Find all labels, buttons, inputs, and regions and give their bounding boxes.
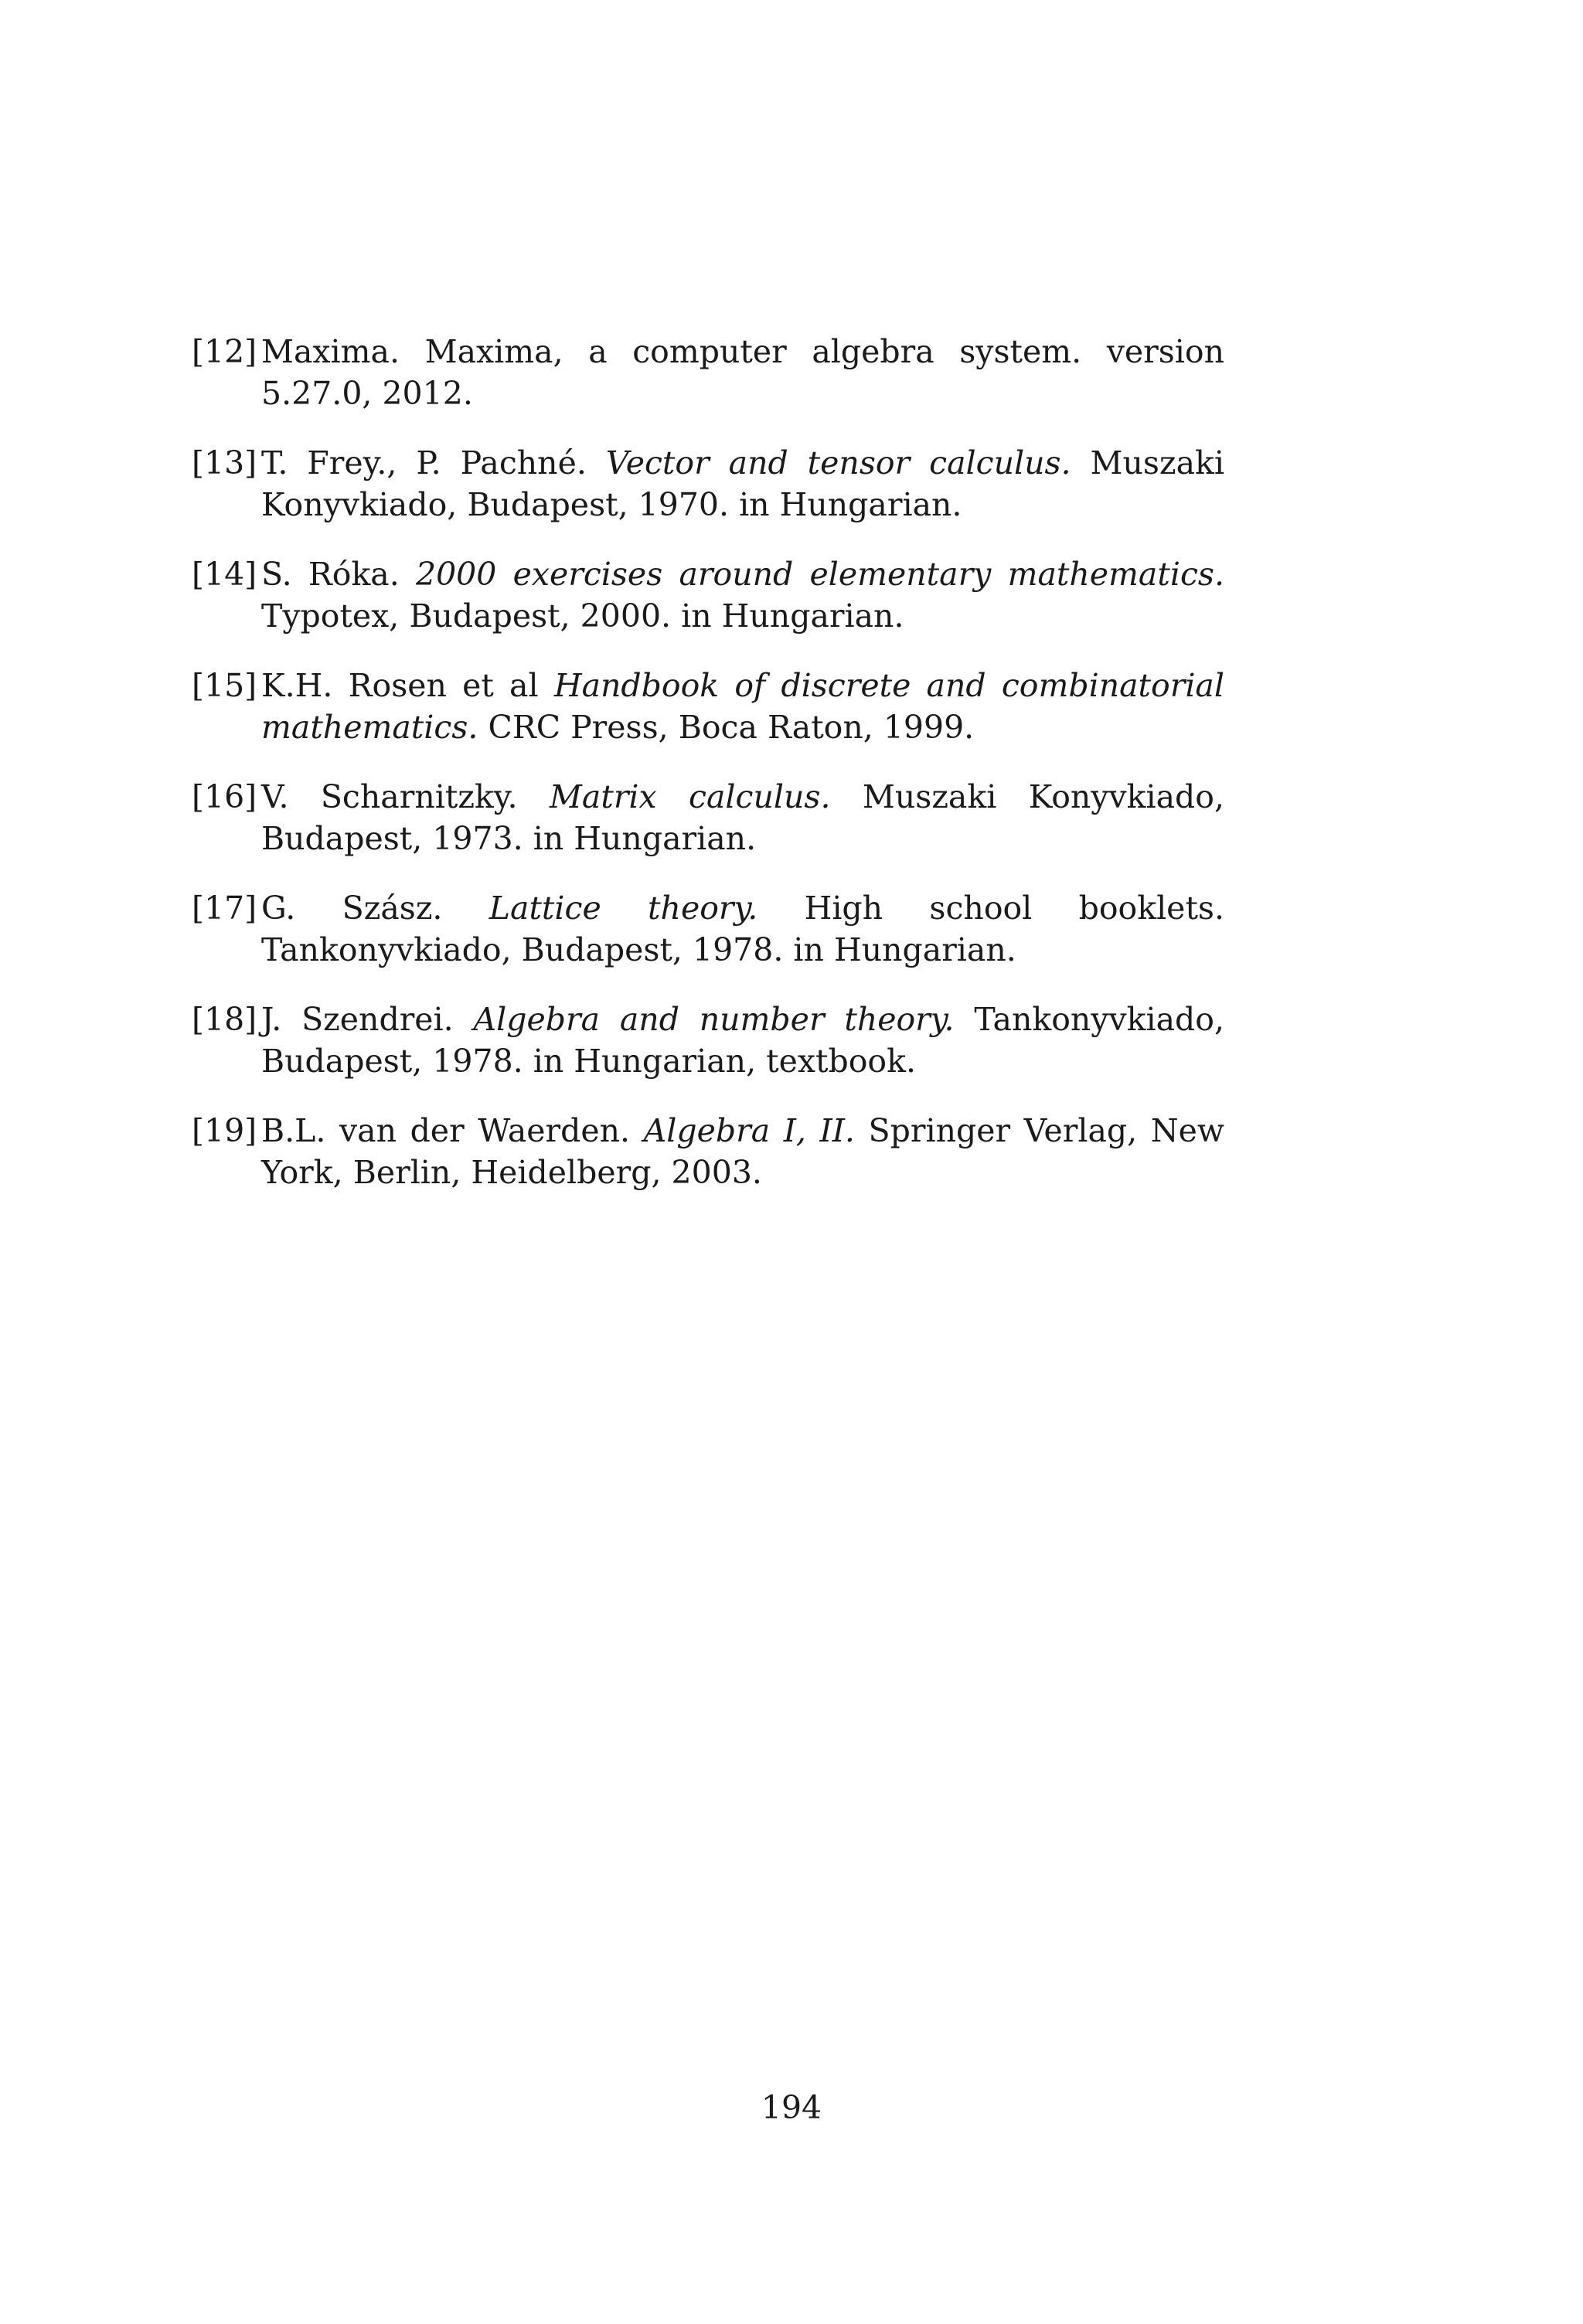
- reference-body: [261, 776, 1224, 859]
- reference-number: [16]: [192, 778, 257, 815]
- reference-entry: [192, 553, 1224, 637]
- reference-body: [261, 1110, 1224, 1193]
- reference-publication: High school booklets. Tankonyvkiado, Budapest, 1978. in Hungarian.: [261, 890, 1224, 968]
- reference-body: [261, 887, 1224, 971]
- reference-text: Maxima. Maxima, a computer algebra system. version 5.27.0, 2012.: [261, 333, 1224, 412]
- reference-authors: J. Szendrei.: [261, 1001, 474, 1038]
- reference-authors: V. Scharnitzky.: [261, 778, 550, 815]
- reference-number: [12]: [192, 333, 257, 370]
- reference-body: [261, 442, 1224, 526]
- reference-authors: B.L. van der Waerden.: [261, 1112, 644, 1149]
- reference-entry: [192, 665, 1224, 748]
- reference-entry: [192, 776, 1224, 859]
- reference-title: Handbook of discrete and combinatorial mathematics.: [261, 667, 1224, 746]
- reference-title: Lattice theory.: [489, 890, 758, 927]
- reference-publication: Typotex, Budapest, 2000. in Hungarian.: [261, 597, 904, 635]
- reference-publication: Tankonyvkiado, Budapest, 1978. in Hungarian, textbook.: [261, 1001, 1224, 1080]
- reference-number: [15]: [192, 667, 257, 704]
- reference-publication: CRC Press, Boca Raton, 1999.: [478, 709, 975, 746]
- reference-entry: [192, 887, 1224, 971]
- reference-number: [18]: [192, 1001, 257, 1038]
- reference-title: Matrix calculus.: [549, 778, 831, 815]
- reference-entry: [192, 1110, 1224, 1193]
- reference-publication: Muszaki Konyvkiado, Budapest, 1973. in Hungarian.: [261, 778, 1224, 857]
- reference-authors: T. Frey., P. Pachné.: [261, 444, 606, 481]
- reference-publication: Springer Verlag, New York, Berlin, Heidelberg, 2003.: [261, 1112, 1224, 1191]
- reference-entry: [192, 331, 1224, 414]
- reference-number: [13]: [192, 444, 257, 481]
- reference-authors: S. Róka.: [261, 556, 416, 593]
- reference-publication: Muszaki Konyvkiado, Budapest, 1970. in Hungarian.: [261, 444, 1224, 523]
- reference-authors: G. Szász.: [261, 890, 489, 927]
- reference-body: [261, 665, 1224, 748]
- reference-entry: [192, 442, 1224, 526]
- reference-title: 2000 exercises around elementary mathematics.: [416, 556, 1224, 593]
- reference-title: Vector and tensor calculus.: [605, 444, 1071, 481]
- reference-body: [261, 553, 1224, 637]
- reference-entry: [192, 999, 1224, 1082]
- reference-title: Algebra I, II.: [643, 1112, 855, 1149]
- reference-body: [261, 331, 1224, 414]
- page-number: 194: [761, 2089, 822, 2126]
- reference-title: Algebra and number theory.: [473, 1001, 955, 1038]
- reference-number: [14]: [192, 556, 257, 593]
- bibliography-list: [192, 331, 1224, 1221]
- reference-body: [261, 999, 1224, 1082]
- reference-number: [17]: [192, 890, 257, 927]
- reference-authors: K.H. Rosen et al: [261, 667, 554, 704]
- reference-number: [19]: [192, 1112, 257, 1149]
